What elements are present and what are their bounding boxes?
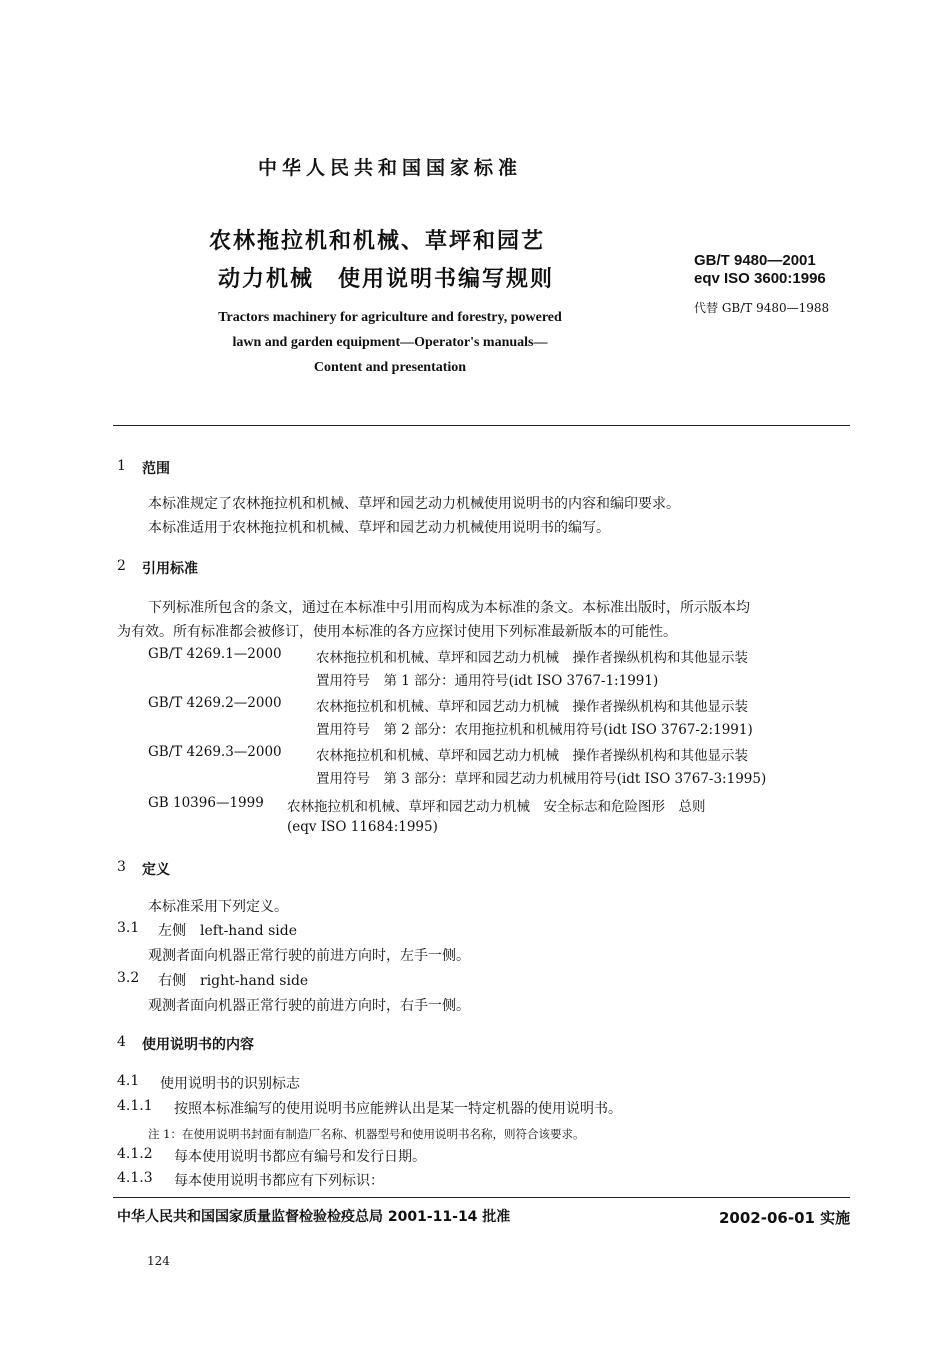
section-number: 1 bbox=[117, 458, 126, 474]
definition-term: 右侧 right-hand side bbox=[158, 973, 309, 989]
definition-term: 左侧 left-hand side bbox=[158, 923, 298, 939]
clause-number: 3.2 bbox=[117, 970, 140, 986]
clause-text: 按照本标准编写的使用说明书应能辨认出是某一特定机器的使用说明书。 bbox=[174, 1101, 622, 1117]
note: 注 1：在使用说明书封面有制造厂名称、机器型号和使用说明书名称，则符合该要求。 bbox=[148, 1127, 585, 1141]
definition-text: 观测者面向机器正常行驶的前进方向时，右手一侧。 bbox=[148, 998, 470, 1014]
section-number: 2 bbox=[117, 558, 126, 574]
english-title-line-3: Content and presentation bbox=[313, 360, 467, 375]
title-line-1: 农林拖拉机和机械、草坪和园艺 bbox=[209, 229, 546, 254]
header-divider bbox=[113, 425, 850, 426]
clause-number: 4.1.1 bbox=[117, 1098, 153, 1114]
reference-title: 农林拖拉机和机械、草坪和园艺动力机械 安全标志和危险图形 总则 bbox=[287, 799, 706, 815]
clause-number: 4.1.3 bbox=[117, 1170, 153, 1186]
clause-text: 使用说明书的识别标志 bbox=[160, 1076, 300, 1092]
clause-text: 每本使用说明书都应有下列标识： bbox=[174, 1173, 384, 1189]
reference-code: GB 10396—1999 bbox=[148, 795, 264, 811]
paragraph: 本标准规定了农林拖拉机和机械、草坪和园艺动力机械使用说明书的内容和编印要求。 bbox=[148, 496, 680, 512]
reference-title: (eqv ISO 11684:1995) bbox=[287, 819, 438, 835]
english-title-line-2: lawn and garden equipment—Operator's manuals— bbox=[232, 335, 548, 350]
paragraph: 本标准采用下列定义。 bbox=[148, 899, 288, 915]
section-title: 使用说明书的内容 bbox=[142, 1037, 254, 1053]
section-title: 引用标准 bbox=[142, 561, 198, 577]
reference-title: 置用符号 第 3 部分：草坪和园艺动力机械用符号(idt ISO 3767-3:1995) bbox=[316, 771, 767, 787]
reference-title: 置用符号 第 2 部分：农用拖拉机和机械用符号(idt ISO 3767-2:1991) bbox=[316, 722, 753, 738]
reference-title: 农林拖拉机和机械、草坪和园艺动力机械 操作者操纵机构和其他显示装 bbox=[316, 748, 748, 764]
reference-code: GB/T 4269.3—2000 bbox=[148, 744, 282, 760]
clause-number: 4.1 bbox=[117, 1073, 140, 1089]
standard-code: GB/T 9480—2001 bbox=[694, 252, 816, 269]
issuing-body: 中华人民共和国国家标准 bbox=[257, 157, 522, 179]
reference-code: GB/T 4269.1—2000 bbox=[148, 646, 282, 662]
footer-divider bbox=[113, 1197, 850, 1198]
english-title-line-1: Tractors machinery for agriculture and forestry, powered bbox=[218, 310, 562, 325]
section-title: 定义 bbox=[142, 862, 170, 878]
definition-text: 观测者面向机器正常行驶的前进方向时，左手一侧。 bbox=[148, 948, 470, 964]
effective-date: 2002-06-01 实施 bbox=[719, 1209, 851, 1227]
reference-title: 农林拖拉机和机械、草坪和园艺动力机械 操作者操纵机构和其他显示装 bbox=[316, 699, 748, 715]
title-line-2: 动力机械 使用说明书编写规则 bbox=[218, 267, 555, 292]
clause-number: 3.1 bbox=[117, 920, 140, 936]
replaces-standard: 代替 GB/T 9480—1988 bbox=[694, 301, 830, 315]
paragraph: 本标准适用于农林拖拉机和机械、草坪和园艺动力机械使用说明书的编写。 bbox=[148, 520, 610, 536]
reference-code: GB/T 4269.2—2000 bbox=[148, 695, 282, 711]
reference-title: 置用符号 第 1 部分：通用符号(idt ISO 3767-1:1991) bbox=[316, 673, 659, 689]
page-number: 124 bbox=[147, 1254, 170, 1268]
approval-line: 中华人民共和国国家质量监督检验检疫总局 2001-11-14 批准 bbox=[117, 1209, 511, 1225]
reference-title: 农林拖拉机和机械、草坪和园艺动力机械 操作者操纵机构和其他显示装 bbox=[316, 650, 748, 666]
clause-number: 4.1.2 bbox=[117, 1146, 153, 1162]
clause-text: 每本使用说明书都应有编号和发行日期。 bbox=[174, 1149, 426, 1165]
section-number: 3 bbox=[117, 859, 126, 875]
section-title: 范围 bbox=[142, 461, 170, 477]
paragraph: 为有效。所有标准都会被修订，使用本标准的各方应探讨使用下列标准最新版本的可能性。 bbox=[117, 624, 677, 640]
section-number: 4 bbox=[117, 1034, 126, 1050]
paragraph: 下列标准所包含的条文，通过在本标准中引用而构成为本标准的条文。本标准出版时，所示版本均 bbox=[148, 600, 750, 616]
equivalent-standard: eqv ISO 3600:1996 bbox=[694, 270, 826, 287]
